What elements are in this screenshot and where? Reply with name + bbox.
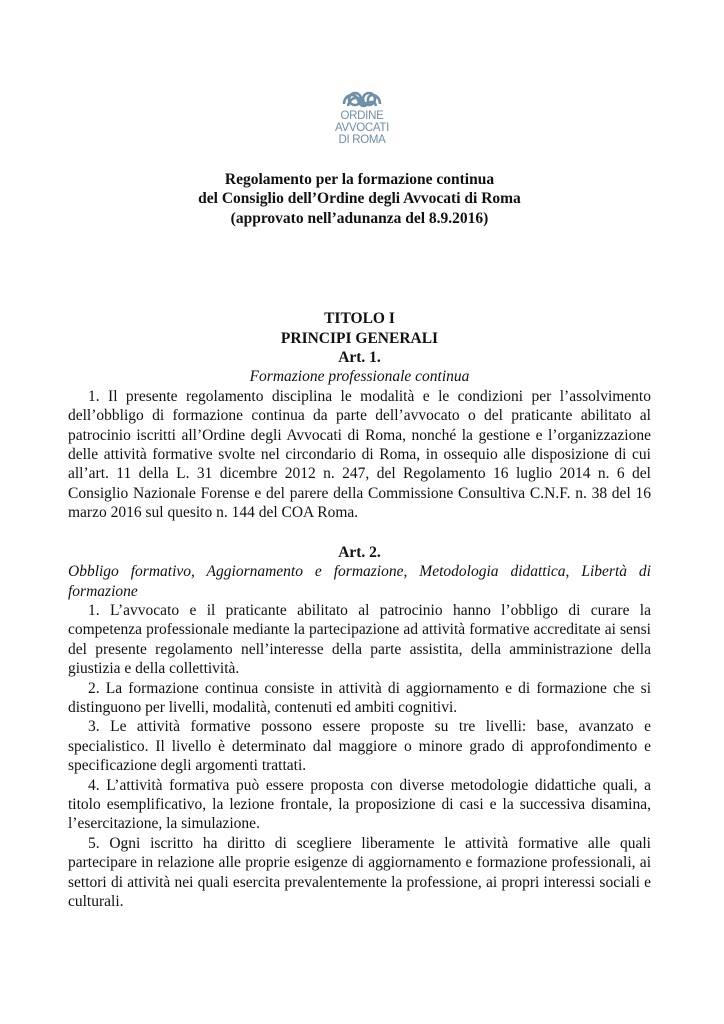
article-2-paragraph-5: 5. Ogni iscritto ha diritto di scegliere liberamente le attività formative alle quali partecipare in relazione alle proprie esigenze di aggiornamento e formazione professionali, ai settori di attività nei quali esercita prevalentemente la professione, ai propri interessi sociali e culturali. <box>68 834 651 910</box>
article-2-subtitle: Obbligo formativo, Aggiornamento e formazione, Metodologia didattica, Libertà di formazione <box>68 563 651 600</box>
article-1-subtitle: Formazione professionale continua <box>249 368 470 386</box>
ordine-avvocati-logo <box>322 88 402 160</box>
logo-line-3: DI ROMA <box>338 134 386 146</box>
article-2 <box>68 543 651 912</box>
titolo-heading <box>68 309 651 348</box>
article-2-paragraph-2: 2. La formazione continua consiste in attività di aggiornamento e di formazione che si distinguono per livelli, modalità, contenuti ed ambiti cognitivi. <box>68 679 651 716</box>
logo-wordmark <box>322 110 402 146</box>
knot-emblem-icon <box>338 88 386 112</box>
title-line-3: (approvato nell’adunanza del 8.9.2016) <box>230 209 489 227</box>
article-2-paragraph-4: 4. L’attività formativa può essere proposta con diverse metodologie didattiche quali, a titolo esemplificativo, la lezione frontale, la proposizione di casi e la successiva disamina, l’esercitazione, la simulazione. <box>68 776 651 833</box>
article-2-heading: Art. 2. <box>338 543 381 561</box>
article-2-paragraph-1: 1. L’avvocato e il praticante abilitato al patrocinio hanno l’obbligo di curare la competenza professionale mediante la partecipazione ad attività formative accreditate ai sensi del presente regolamento nell’interesse della parte assistita, della amministrazione della giustizia e della collettività. <box>68 601 651 678</box>
title-line-2: del Consiglio dell’Ordine degli Avvocati di Roma <box>198 190 521 208</box>
article-2-paragraph-3: 3. Le attività formative possono essere proposte su tre livelli: base, avanzato e specialistico. Il livello è determinato dal maggiore o minore grado di approfondimento e specificazione degli argomenti trattati. <box>68 718 651 775</box>
document-title <box>68 170 651 228</box>
logo-line-1: ORDINE <box>340 110 384 122</box>
title-line-1: Regolamento per la formazione continua <box>224 171 495 188</box>
article-1 <box>68 348 651 523</box>
article-1-paragraph-1: 1. Il presente regolamento disciplina le modalità e le condizioni per l’assolvimento dell’obbligo di formazione continua da parte dell’avvocato o del praticante abilitato al patrocinio iscritti all’Ordine degli Avvocati di Roma, nonché la gestione e l’organizzazione delle attività formative svolte nel circondario di Roma, in ossequio alle disposizione di cui all’art. 11 della L. 31 dicembre 2012 n. 247, del Regolamento 16 luglio 2014 n. 6 del Consiglio Nazionale Forense e del parere della Commissione Consultiva C.N.F. n. 38 del 16 marzo 2016 sul quesito n. 144 del COA Roma. <box>68 387 651 522</box>
document-body <box>68 170 651 911</box>
titolo-name: PRINCIPI GENERALI <box>280 329 439 347</box>
logo-line-2: AVVOCATI <box>334 122 390 134</box>
titolo-number: TITOLO I <box>324 310 395 328</box>
article-1-heading: Art. 1. <box>338 349 381 367</box>
